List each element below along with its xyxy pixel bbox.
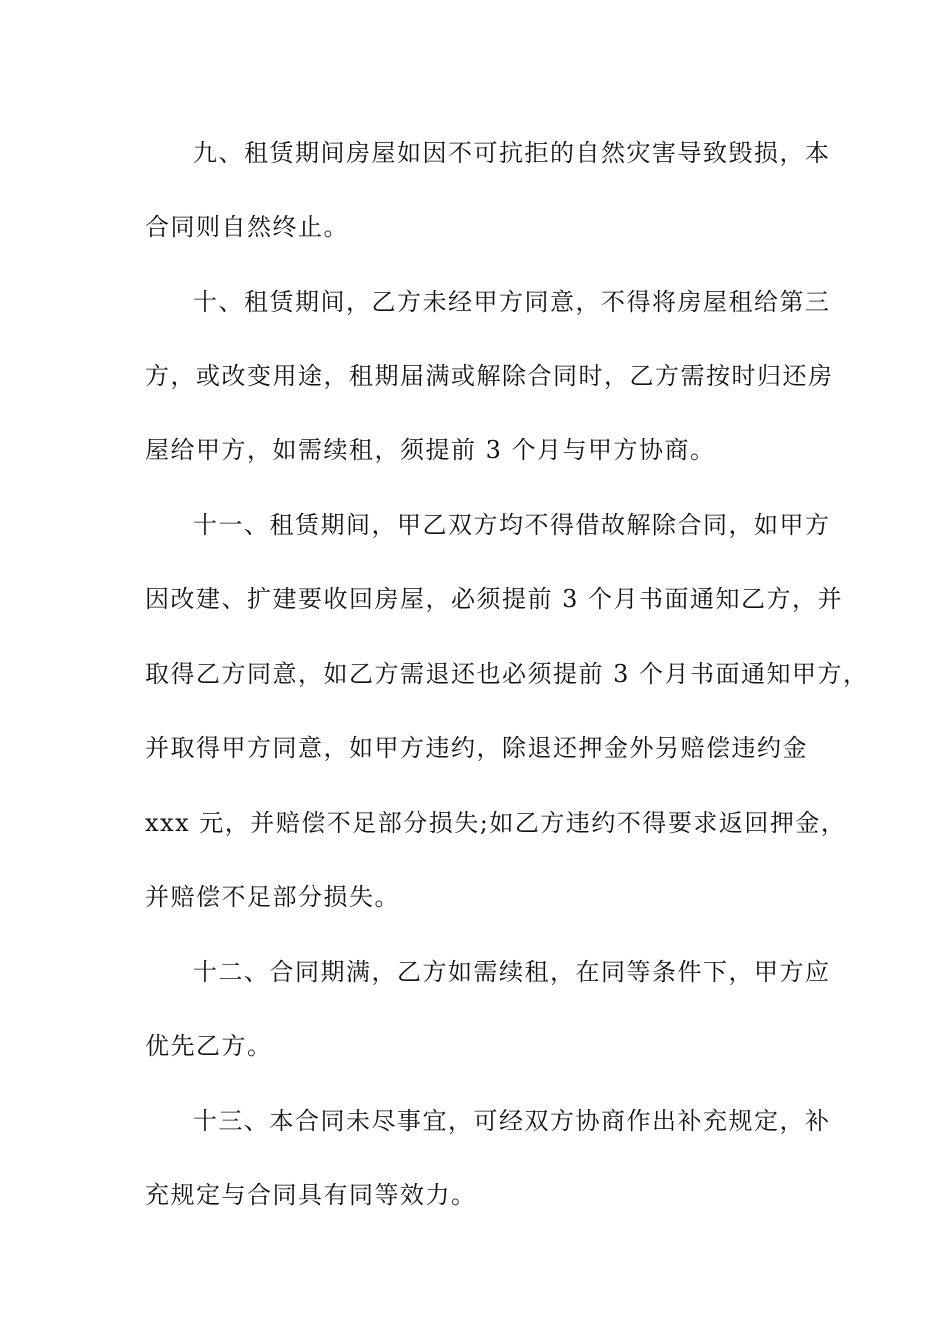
clause-11-line-5: xxx 元，并赔偿不足部分损失;如乙方违约不得要求返回押金， (145, 809, 847, 837)
clause-13-line-1: 十三、本合同未尽事宜，可经双方协商作出补充规定，补 (193, 1107, 831, 1135)
clause-9-line-1: 九、租赁期间房屋如因不可抗拒的自然灾害导致毁损，本 (193, 139, 831, 167)
clause-11-line-1: 十一、租赁期间，甲乙双方均不得借故解除合同，如甲方 (193, 511, 831, 539)
clause-13-line-2: 充规定与合同具有同等效力。 (145, 1181, 477, 1209)
clause-11-line-6: 并赔偿不足部分损失。 (145, 883, 400, 911)
clause-12-line-1: 十二、合同期满，乙方如需续租，在同等条件下，甲方应 (193, 958, 831, 986)
clause-10-line-2: 方，或改变用途，租期届满或解除合同时，乙方需按时归还房 (145, 362, 834, 390)
clause-11-line-3: 取得乙方同意，如乙方需退还也必须提前 3 个月书面通知甲方， (145, 660, 869, 688)
clause-12-line-2: 优先乙方。 (145, 1032, 273, 1060)
clause-10-line-1: 十、租赁期间，乙方未经甲方同意，不得将房屋租给第三 (193, 288, 831, 316)
clause-10-line-3: 屋给甲方，如需续租，须提前 3 个月与甲方协商。 (145, 436, 716, 464)
clause-11-line-2: 因改建、扩建要收回房屋，必须提前 3 个月书面通知乙方，并 (145, 585, 844, 613)
clause-9-line-2: 合同则自然终止。 (145, 213, 349, 241)
clause-11-line-4: 并取得甲方同意，如甲方违约，除退还押金外另赔偿违约金 (145, 734, 808, 762)
